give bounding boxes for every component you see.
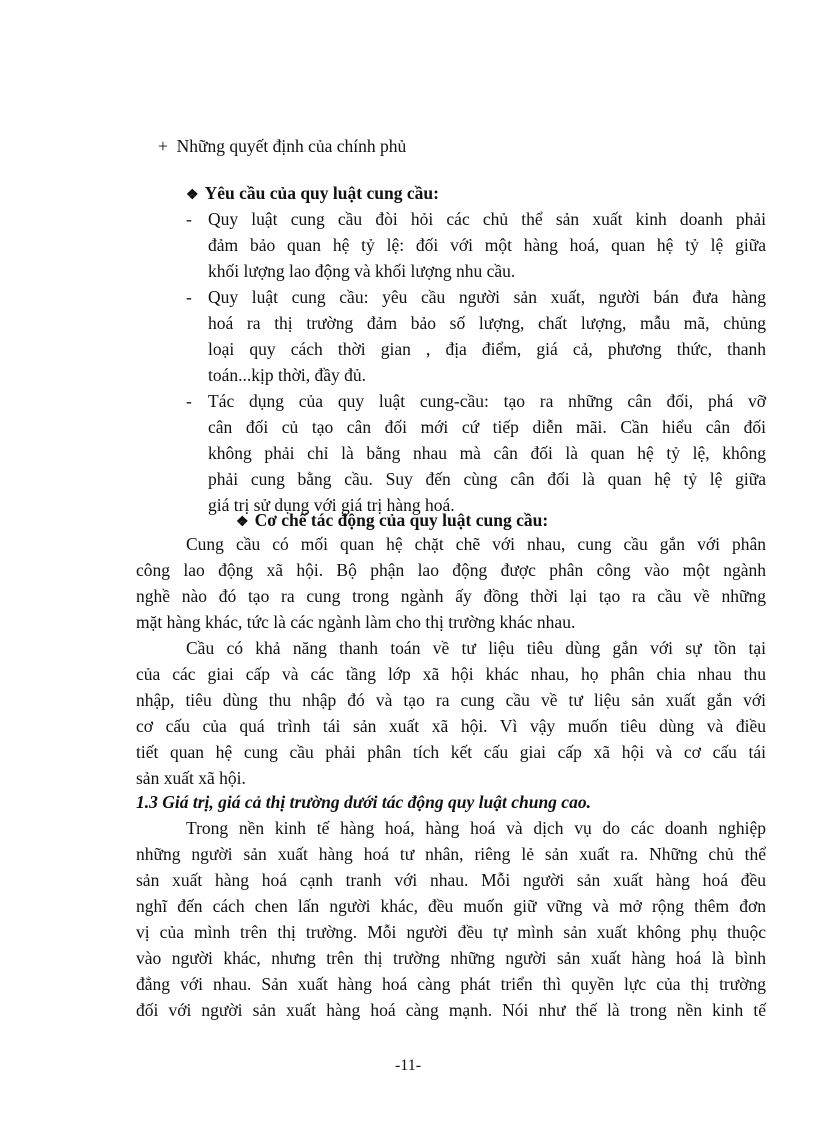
para-2-line-6: sản xuất xã hội. (136, 768, 246, 788)
para-1-line-4: mặt hàng khác, tức là các ngành làm cho thị trường khác nhau. (136, 612, 576, 632)
para-3-line-7: đẳng với nhau. Sản xuất hàng hoá càng phát triển thì quyền lực của thị trường (136, 974, 766, 994)
para-3-line-2: những người sản xuất hàng hoá tư nhân, riêng lẻ sản xuất ra. Những chủ thể (136, 844, 766, 864)
dash-item-3-line-5: giá trị sử dụng với giá trị hàng hoá. (208, 495, 455, 515)
dash-item-1-line-2: đảm bảo quan hệ tỷ lệ: đối với một hàng hoá, quan hệ tỷ lệ giữa (208, 235, 766, 255)
dash-item-1-line-3: khối lượng lao động và khối lượng nhu cầu. (208, 261, 516, 281)
dash-item-3-line-2: cân đối củ tạo cân đối mới cứ tiếp diễn mãi. Cần hiểu cân đối (208, 417, 766, 437)
dash-bullet: - (186, 209, 192, 229)
dash-bullet: - (186, 287, 192, 307)
para-3-line-5: vị của mình trên thị trường. Mỗi người đều tự mình sản xuất không phụ thuộc (136, 922, 766, 942)
para-1-line-3: nghề nào đó tạo ra cung trong ngành ấy đồng thời lại tạo ra cầu về những (136, 586, 766, 606)
para-3-line-1: Trong nền kinh tế hàng hoá, hàng hoá và dịch vụ do các doanh nghiệp (186, 818, 766, 838)
plus-bullet: + (158, 136, 168, 156)
section-heading-requirements: ❖ Yêu cầu của quy luật cung cầu: (186, 183, 439, 203)
section-heading-1-3: 1.3 Giá trị, giá cả thị trường dưới tác động quy luật chung cao. (136, 792, 591, 812)
dash-item-3-line-3: không phải chỉ là bằng nhau mà cân đối là quan hệ tỷ lệ, không (208, 443, 766, 463)
dash-item-2-line-3: loại quy cách thời gian , địa điểm, giá cả, phương thức, thanh (208, 339, 766, 359)
bullet-line (158, 133, 406, 159)
para-2-line-3: nhập, tiêu dùng thu nhập đó và tạo ra cung cầu về tư liệu sản xuất gắn với (136, 690, 766, 710)
para-2-line-5: tiết quan hệ cung cầu phải phân tích kết cấu giai cấp xã hội và cơ cấu tái (136, 742, 766, 762)
section-heading-mechanism: ❖ Cơ chế tác động của quy luật cung cầu: (236, 510, 549, 530)
para-3-line-6: vào người khác, nhưng trên thị trường những người sản xuất hàng hoá là bình (136, 948, 766, 968)
dash-bullet: - (186, 391, 192, 411)
dash-item-2-line-1: Quy luật cung cầu: yêu cầu người sản xuất, người bán đưa hàng (208, 287, 766, 307)
para-3-line-8: đối với người sản xuất hàng hoá càng mạnh. Nói như thế là trong nền kinh tế (136, 1000, 766, 1020)
dash-item-1-line-1: Quy luật cung cầu đòi hỏi các chủ thể sản xuất kinh doanh phải (208, 209, 766, 229)
page-number: -11- (394, 1057, 422, 1074)
diamond-bullet-icon: ❖ (186, 188, 199, 203)
diamond-bullet-icon: ❖ (236, 515, 249, 530)
para-1-line-1: Cung cầu có mối quan hệ chặt chẽ với nhau, cung cầu gắn với phân (186, 534, 766, 554)
para-2-line-1: Cầu có khả năng thanh toán về tư liệu tiêu dùng gắn với sự tồn tại (186, 638, 766, 658)
para-2-line-2: của các giai cấp và các tầng lớp xã hội khác nhau, họ phân chia nhau thu (136, 664, 766, 684)
para-3-line-3: sản xuất hàng hoá cạnh tranh với nhau. Mỗi người sản xuất hàng hoá đều (136, 870, 766, 890)
dash-item-3-line-1: Tác dụng của quy luật cung-cầu: tạo ra những cân đối, phá vỡ (208, 391, 766, 411)
para-2-line-4: cơ cấu của quá trình tái sản xuất xã hội. Vì vậy muốn tiêu dùng và điều (136, 716, 766, 736)
dash-item-2-line-4: toán...kịp thời, đầy đủ. (208, 365, 366, 385)
para-3-line-4: nghĩ đến cách chen lấn người khác, đều muốn giữ vững và mở rộng thêm đơn (136, 896, 766, 916)
dash-item-2-line-2: hoá ra thị trường đảm bảo số lượng, chất lượng, mẫu mã, chủng (208, 313, 766, 333)
plus-item-text: Những quyết định của chính phủ (176, 136, 407, 156)
dash-item-3-line-4: phải cung bằng cầu. Suy đến cùng cân đối là quan hệ tỷ lệ giữa (208, 469, 766, 489)
para-1-line-2: công lao động xã hội. Bộ phận lao động được phân công vào một ngành (136, 560, 766, 580)
